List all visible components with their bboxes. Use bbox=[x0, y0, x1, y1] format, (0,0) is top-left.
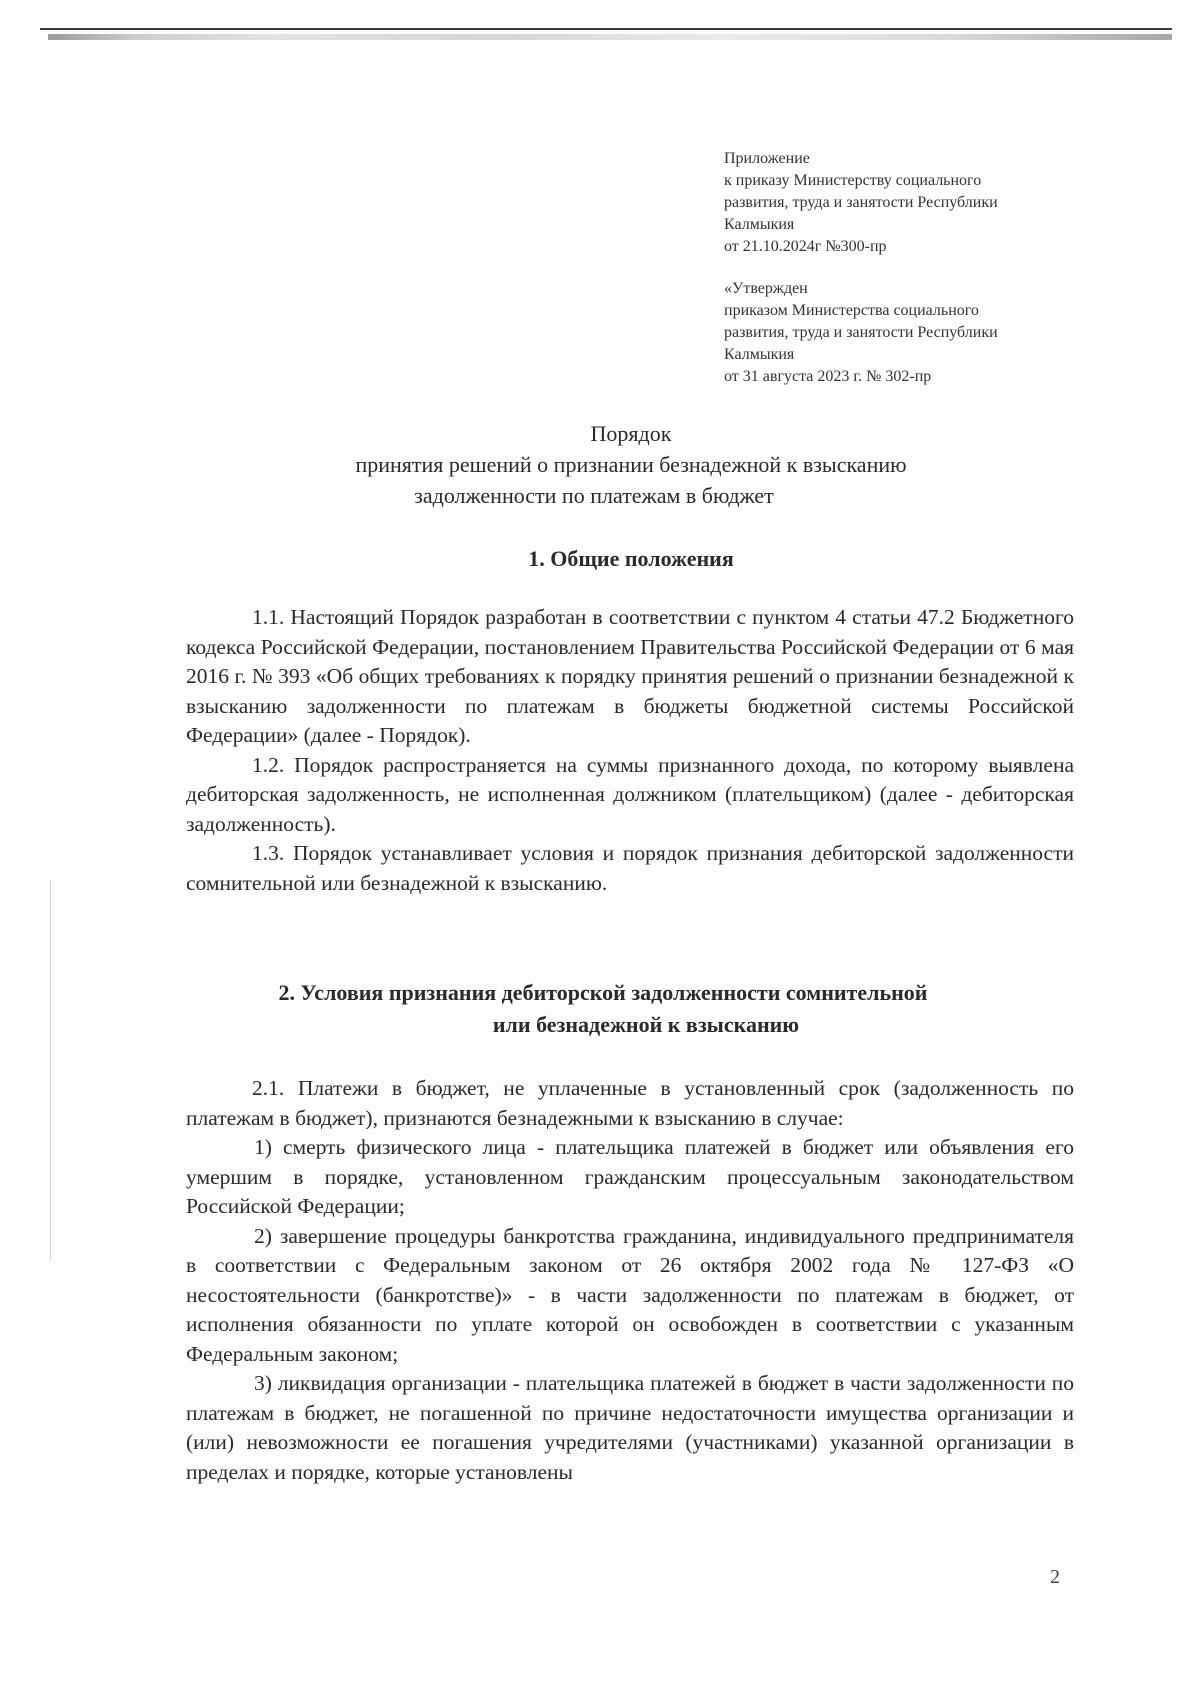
scan-noise-strip bbox=[48, 34, 1172, 40]
document-title bbox=[186, 418, 1076, 511]
paragraph-1-1: 1.1. Настоящий Порядок разработан в соответствии с пунктом 4 статьи 47.2 Бюджетного кодекса Российской Федерации, постановлением Правительства Российской Федерации от 6 мая 2016 г. № 393 «Об общих требованиях к порядку принятия решений о признании безнадежной к взысканию задолженности по платежам в бюджеты бюджетной системы Российской Федерации» (далее - Порядок). bbox=[186, 605, 1074, 747]
list-item-3: 3) ликвидация организации - плательщика платежей в бюджет в части задолженности по платежам в бюджет, не погашенной по причине недостаточности имущества организации и (или) невозможности ее погашения учредителями (участниками) указанной организации в пределах и порядке, которые установлены bbox=[186, 1371, 1074, 1484]
section-1-heading: 1. Общие положения bbox=[528, 546, 734, 571]
section-2-heading bbox=[186, 977, 1076, 1041]
approved-date-line: от 31 августа 2023 г. № 302-пр bbox=[724, 368, 932, 385]
section-1-body bbox=[186, 603, 1074, 898]
approved-ministry-line: развития, труда и занятости Республики bbox=[724, 324, 998, 341]
appendix-ministry-line: развития, труда и занятости Республики bbox=[724, 194, 998, 211]
approved-order-line: приказом Министерства социального bbox=[724, 302, 979, 319]
paragraph-2-1: 2.1. Платежи в бюджет, не уплаченные в установленный срок (задолженность по платежам в бюджет), признаются безнадежными к взысканию в случае: bbox=[186, 1076, 1074, 1130]
title-line-2: принятия решений о признании безнадежной к взысканию bbox=[355, 452, 907, 477]
approved-label: «Утвержден bbox=[724, 280, 808, 297]
appendix-region-line: Калмыкия bbox=[724, 216, 795, 233]
section-2-heading-line-1: 2. Условия признания дебиторской задолженности сомнительной bbox=[278, 980, 928, 1005]
appendix-order-line: к приказу Министерству социального bbox=[724, 172, 982, 189]
page-number: 2 bbox=[1050, 1566, 1060, 1588]
scan-margin-mark bbox=[50, 880, 51, 1260]
title-line-1: Порядок bbox=[590, 421, 672, 446]
section-2-body bbox=[186, 1074, 1074, 1487]
paragraph-1-2: 1.2. Порядок распространяется на суммы признанного дохода, по которому выявлена дебиторская задолженность, не исполненная должником (плательщиком) (далее - дебиторская задолженность). bbox=[186, 752, 1074, 836]
title-line-3: задолженности по платежам в бюджет bbox=[414, 483, 774, 508]
appendix-gap bbox=[724, 258, 1124, 278]
list-item-2: 2) завершение процедуры банкротства гражданина, индивидуального предпринимателя в соответствии с Федеральным законом от 26 октября 2002 года № 127-ФЗ «О несостоятельности (банкротстве)» - в части задолженности по платежам в бюджет, от исполнения обязанности по уплате которой он освобожден в соответствии с указанным Федеральным законом; bbox=[186, 1223, 1074, 1366]
list-item-1: 1) смерть физического лица - плательщика платежей в бюджет или объявления его умершим в порядке, установленном гражданским процессуальным законодательством Российской Федерации; bbox=[186, 1135, 1074, 1218]
paragraph-1-3: 1.3. Порядок устанавливает условия и порядок признания дебиторской задолженности сомнительной или безнадежной к взысканию. bbox=[186, 841, 1074, 895]
appendix-block bbox=[724, 148, 1124, 388]
approved-region-line: Калмыкия bbox=[724, 346, 795, 363]
appendix-label: Приложение bbox=[724, 150, 810, 167]
section-2-heading-line-2: или безнадежной к взысканию bbox=[492, 1012, 800, 1037]
scan-edge-line bbox=[40, 28, 1172, 30]
appendix-date-line: от 21.10.2024г №300-пр bbox=[724, 238, 887, 255]
